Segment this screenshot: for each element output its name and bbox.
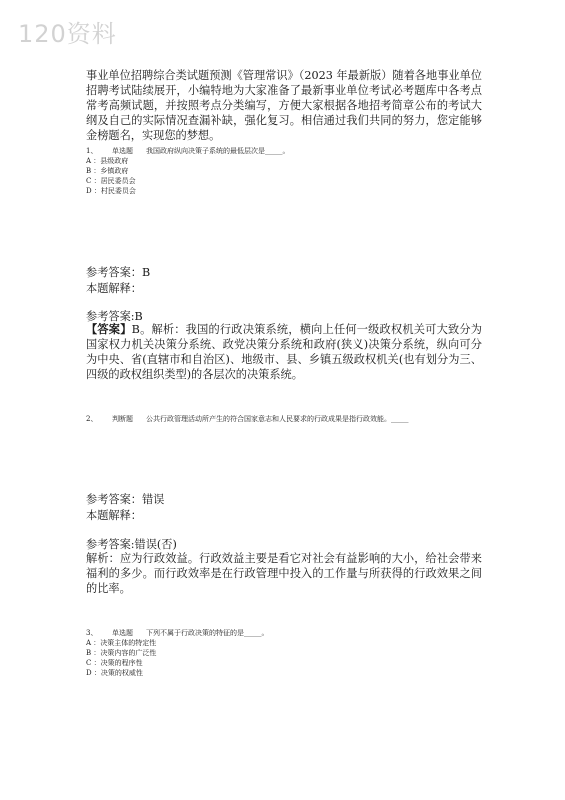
analysis-label: 本题解释： [86,282,142,295]
question-number: 1、 [86,147,98,155]
question-1 [86,146,486,196]
question-2 [86,414,486,424]
watermark-logo: 120资料 [18,20,117,48]
option-c: C ：决策的程序性 [86,659,143,667]
intro-paragraph: 事业单位招聘综合类试题预测《管理常识》（2023 年最新版）随着各地事业单位招聘考试陆续展开，小编特地为大家准备了最新事业单位考试必考题库中各考点常考高频试题，并按照考点分类编写，方便大家根据各地招考简章公布的考试大纲及自己的实际情况查漏补缺，强化复习。相信通过我们共同的努力，您定能够金榜题名，实现您的梦想。 [86,69,482,142]
analysis-label: 本题解释： [86,509,142,522]
option-b: B ：决策内容的广泛性 [86,649,157,657]
question-type: 单选题 [112,147,133,155]
question-stem: 下列不属于行政决策的特征的是_____。 [146,629,269,637]
option-d: D ：决策的权威性 [86,669,143,677]
question-stem: 我国政府纵向决策子系统的最低层次是_____。 [146,147,290,155]
option-d: D ：村民委员会 [86,187,136,195]
option-c: C ：居民委员会 [86,177,136,185]
question-number: 2、 [86,415,98,423]
answer-label: 参考答案：B [86,266,151,279]
reference-answer: 参考答案:错误(否) [86,538,177,551]
option-a: A ：决策主体的特定性 [86,639,157,647]
explanation [86,322,482,382]
explanation: 解析：应为行政效益。行政效益主要是看它对社会有益影响的大小，给社会带来福利的多少。而行政效率是在行政管理中投入的工作量与所获得的行政效果之间的比率。 [86,552,482,595]
question-type: 单选题 [112,629,133,637]
question-3 [86,628,486,678]
explanation-text: B。解析：我国的行政决策系统，横向上任何一级政权机关可大致分为国家权力机关决策分系统、政党决策分系统和政府(狭义)决策分系统，纵向可分为中央、省(直辖市和自治区)、地级市、县、乡镇五级政权机关(也有划分为三、四级的政权组织类型)的各层次的决策系统。 [86,323,482,381]
reference-answer: 参考答案:B [86,310,143,323]
option-a: A ：县级政府 [86,157,129,165]
answer-tag: 【答案】 [86,322,132,336]
answer-label: 参考答案：错误 [86,493,165,506]
question-stem: 公共行政管理活动所产生的符合国家意志和人民要求的行政成果是指行政效能。_____ [146,415,409,423]
question-number: 3、 [86,629,98,637]
option-b: B ：乡镇政府 [86,167,129,175]
question-type: 判断题 [112,415,133,423]
